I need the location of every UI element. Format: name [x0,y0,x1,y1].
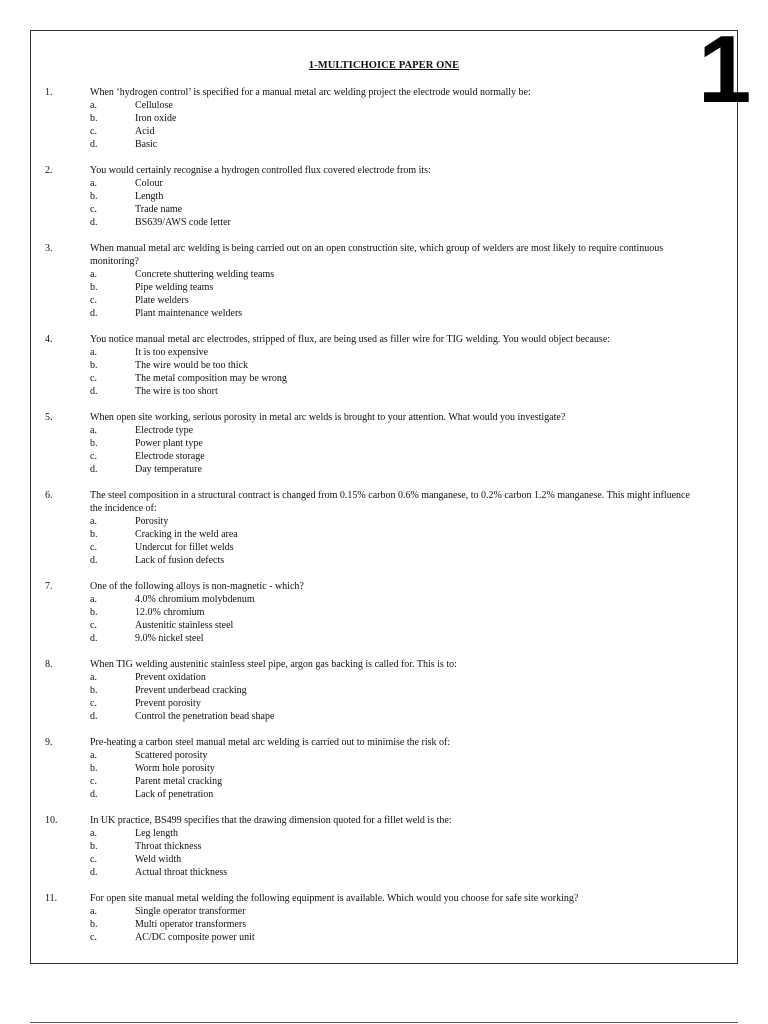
option-letter: d. [90,386,98,397]
option-text: Prevent underbead cracking [135,685,247,696]
answer-option [0,671,768,684]
answer-option [0,203,768,216]
question-text: For open site manual metal welding the following equipment is available. Which would you choose for safe site working? [90,893,579,904]
option-letter: d. [90,789,98,800]
question-item [0,411,768,476]
option-letter: c. [90,126,97,137]
option-letter: c. [90,204,97,215]
option-letter: b. [90,763,98,774]
footer-divider [30,1022,738,1023]
answer-option [0,437,768,450]
answer-options [0,177,768,229]
answer-options [0,827,768,879]
answer-option [0,775,768,788]
option-letter: b. [90,841,98,852]
option-letter: b. [90,282,98,293]
option-text: Parent metal cracking [135,776,223,787]
question-text: In UK practice, BS499 specifies that the drawing dimension quoted for a fillet weld is the: [90,815,452,826]
option-letter: a. [90,828,97,839]
option-text: Electrode type [135,425,194,436]
option-letter: d. [90,139,98,150]
option-letter: b. [90,607,98,618]
option-text: Trade name [135,204,183,215]
option-letter: b. [90,360,98,371]
answer-option [0,853,768,866]
option-text: Undercut for fillet welds [135,542,234,553]
option-text: Control the penetration bead shape [135,711,275,722]
option-text: 9.0% nickel steel [135,633,204,644]
option-text: Electrode storage [135,451,205,462]
option-letter: d. [90,217,98,228]
option-letter: a. [90,672,97,683]
option-text: The metal composition may be wrong [135,373,287,384]
option-letter: a. [90,347,97,358]
answer-option [0,749,768,762]
question-text: When manual metal arc welding is being carried out on an open construction site, which group of welders are most likely to require continuous monitoring? [90,243,664,267]
question-number: 6. [45,490,53,501]
answer-option [0,385,768,398]
answer-option [0,528,768,541]
question-number: 7. [45,581,53,592]
answer-option [0,684,768,697]
option-letter: c. [90,854,97,865]
option-text: Throat thickness [135,841,202,852]
option-letter: a. [90,906,97,917]
question-text: You would certainly recognise a hydrogen controlled flux covered electrode from its: [90,165,431,176]
option-letter: d. [90,633,98,644]
option-text: BS639/AWS code letter [135,217,231,228]
answer-options [0,593,768,645]
answer-options [0,99,768,151]
answer-option [0,450,768,463]
option-letter: b. [90,919,98,930]
answer-option [0,866,768,879]
question-number: 5. [45,412,53,423]
question-item [0,580,768,645]
option-text: Leg length [135,828,179,839]
answer-option [0,697,768,710]
option-letter: a. [90,516,97,527]
question-item [0,242,768,320]
answer-option [0,931,768,944]
answer-options [0,346,768,398]
answer-option [0,125,768,138]
answer-option [0,190,768,203]
answer-option [0,372,768,385]
answer-option [0,281,768,294]
option-letter: d. [90,711,98,722]
option-text: Iron oxide [135,113,177,124]
option-text: Acid [135,126,155,137]
question-number: 3. [45,243,53,254]
page-number: 1 [698,16,752,123]
answer-option [0,827,768,840]
option-text: 4.0% chromium molybdenum [135,594,255,605]
option-text: Concrete shuttering welding teams [135,269,275,280]
question-text: You notice manual metal arc electrodes, stripped of flux, are being used as filler wire for TIG welding. You would object because: [90,334,611,345]
question-item [0,489,768,567]
question-item [0,164,768,229]
answer-option [0,112,768,125]
answer-option [0,346,768,359]
option-letter: a. [90,178,97,189]
option-letter: a. [90,100,97,111]
option-text: Actual throat thickness [135,867,228,878]
option-text: Pipe welding teams [135,282,214,293]
question-text: When open site working, serious porosity in metal arc welds is brought to your attention. What would you investigate? [90,412,566,423]
question-number: 9. [45,737,53,748]
option-text: Prevent oxidation [135,672,206,683]
option-letter: b. [90,113,98,124]
question-text: Pre-heating a carbon steel manual metal arc welding is carried out to minimise the risk of: [90,737,451,748]
answer-options [0,905,768,944]
option-letter: a. [90,594,97,605]
option-text: Porosity [135,516,169,527]
option-text: Basic [135,139,158,150]
option-letter: b. [90,191,98,202]
answer-options [0,515,768,567]
answer-option [0,424,768,437]
option-text: It is too expensive [135,347,209,358]
option-letter: c. [90,373,97,384]
answer-option [0,905,768,918]
option-letter: c. [90,698,97,709]
option-text: Day temperature [135,464,202,475]
question-item [0,892,768,944]
answer-option [0,606,768,619]
answer-option [0,593,768,606]
question-text: One of the following alloys is non-magnetic - which? [90,581,304,592]
answer-option [0,359,768,372]
option-letter: c. [90,932,97,943]
answer-option [0,307,768,320]
option-text: The wire is too short [135,386,218,397]
option-text: Plant maintenance welders [135,308,243,319]
answer-option [0,99,768,112]
option-text: Worm hole porosity [135,763,215,774]
option-text: Plate welders [135,295,189,306]
option-text: Single operator transformer [135,906,246,917]
question-text: When TIG welding austenitic stainless steel pipe, argon gas backing is called for. This is to: [90,659,457,670]
answer-options [0,424,768,476]
answer-option [0,294,768,307]
question-number: 2. [45,165,53,176]
option-text: Colour [135,178,163,189]
option-letter: d. [90,308,98,319]
option-text: Lack of penetration [135,789,214,800]
question-number: 8. [45,659,53,670]
option-text: Cellulose [135,100,173,111]
question-item [0,736,768,801]
question-item [0,658,768,723]
option-letter: c. [90,542,97,553]
question-text: The steel composition in a structural contract is changed from 0.15% carbon 0.6% manganese, to 0.2% carbon 1.2% manganese. This might influence the incidence of: [90,490,690,514]
answer-option [0,515,768,528]
answer-option [0,918,768,931]
option-text: Scattered porosity [135,750,208,761]
option-letter: a. [90,425,97,436]
option-text: AC/DC composite power unit [135,932,255,943]
answer-options [0,671,768,723]
option-letter: b. [90,529,98,540]
answer-option [0,710,768,723]
answer-options [0,268,768,320]
question-number: 4. [45,334,53,345]
option-letter: b. [90,685,98,696]
question-text: When ‘hydrogen control’ is specified for a manual metal arc welding project the electrode would normally be: [90,87,531,98]
answer-option [0,541,768,554]
option-letter: c. [90,451,97,462]
answer-option [0,840,768,853]
question-item [0,86,768,151]
question-item [0,333,768,398]
option-letter: a. [90,750,97,761]
answer-option [0,138,768,151]
option-text: Lack of fusion defects [135,555,225,566]
question-list [0,86,768,957]
answer-option [0,463,768,476]
paper-title: 1-MULTICHOICE PAPER ONE [308,60,460,71]
question-number: 1. [45,87,53,98]
option-text: Weld width [135,854,182,865]
answer-options [0,749,768,801]
option-letter: d. [90,464,98,475]
option-letter: c. [90,295,97,306]
answer-option [0,762,768,775]
option-letter: c. [90,620,97,631]
answer-option [0,216,768,229]
answer-option [0,619,768,632]
option-text: Multi operator transformers [135,919,247,930]
option-text: Power plant type [135,438,203,449]
answer-option [0,554,768,567]
option-text: The wire would be too thick [135,360,249,371]
question-number: 11. [45,893,58,904]
option-letter: d. [90,867,98,878]
answer-option [0,268,768,281]
option-letter: b. [90,438,98,449]
option-text: Prevent porosity [135,698,201,709]
option-letter: a. [90,269,97,280]
question-number: 10. [45,815,58,826]
option-letter: d. [90,555,98,566]
option-text: Length [135,191,164,202]
option-text: 12.0% chromium [135,607,205,618]
answer-option [0,177,768,190]
option-letter: c. [90,776,97,787]
answer-option [0,788,768,801]
option-text: Austenitic stainless steel [135,620,234,631]
answer-option [0,632,768,645]
option-text: Cracking in the weld area [135,529,238,540]
question-item [0,814,768,879]
